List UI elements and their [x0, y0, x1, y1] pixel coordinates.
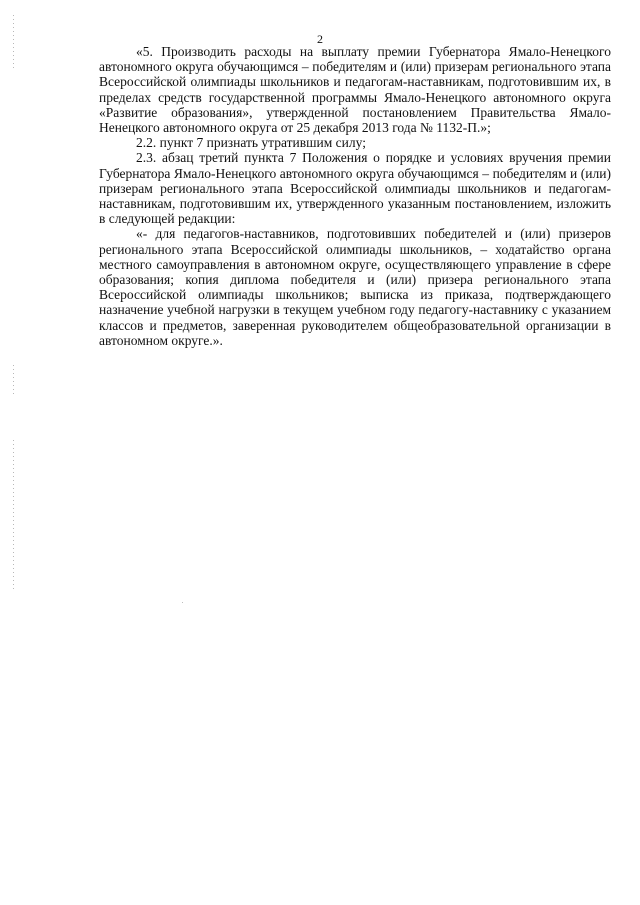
paragraph-item-2-3: 2.3. абзац третий пункта 7 Положения о порядке и условиях вручения премии Губернатора Ямало-Ненецкого автономного округа обучающимся – победителям и (или) призерам регионального этапа Всероссийской олимпиады школьников и педагогам-наставникам, подготовившим их, утвержденного указанным постановлением, изложить в следующей редакции: [99, 150, 611, 227]
scan-margin-mark-middle [13, 365, 14, 395]
paragraph-premium-expenses: «5. Производить расходы на выплату премии Губернатора Ямало-Ненецкого автономного округа обучающимся – победителям и (или) призерам регионального этапа Всероссийской олимпиады школьников и педагогам-наставникам, подготовившим их, в пределах средств государственной программы Ямало-Ненецкого автономного округа «Развитие образования», утвержденной постановлением Правительства Ямало-Ненецкого автономного округа от 25 декабря 2013 года № 1132-П.»; [99, 44, 611, 136]
paragraph-item-2-2: 2.2. пункт 7 признать утратившим силу; [136, 135, 366, 151]
page-number: 2 [317, 32, 323, 46]
paragraph-new-wording: «- для педагогов-наставников, подготовивших победителей и (или) призеров регионального этапа Всероссийской олимпиады школьников, – ходатайство органа местного самоуправления в автономном округе, осуществляющего управление в сфере образования; копия диплома победителя и (или) призера регионального этапа Всероссийской олимпиады школьников; выписка из приказа, подтверждающего назначение учебной нагрузки в текущем учебном году педагогу-наставнику с указанием классов и предметов, заверенная руководителем общеобразовательной организации в автономном округе.». [99, 226, 611, 348]
scan-margin-mark-lower [13, 440, 14, 590]
scan-speck [182, 602, 183, 603]
document-body [99, 44, 611, 348]
